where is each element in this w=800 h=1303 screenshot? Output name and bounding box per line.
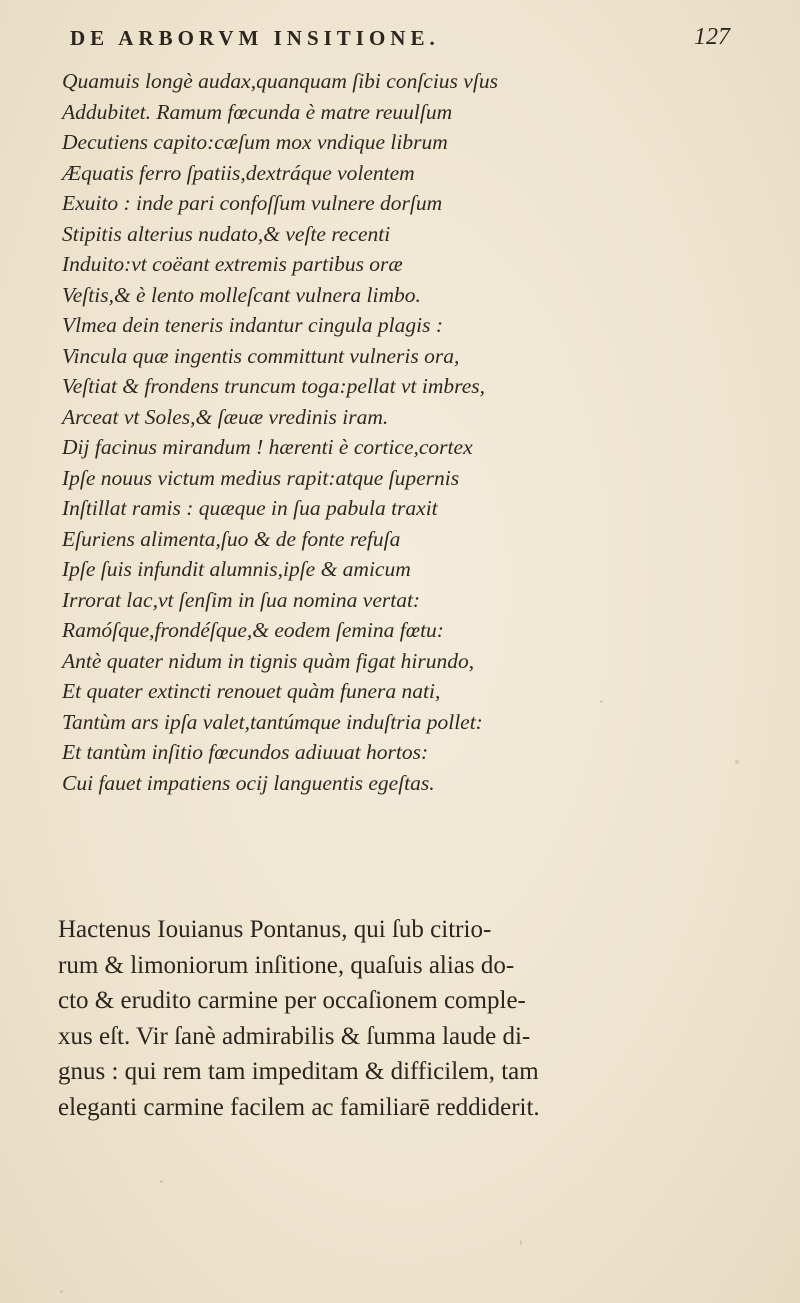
verse-line: Addubitet. Ramum fœcunda è matre reuulſum bbox=[62, 99, 453, 124]
paper-speck bbox=[520, 1240, 522, 1245]
verse-block bbox=[62, 66, 762, 798]
verse-line: Ipſe ſuis infundit alumnis,ipſe & amicum bbox=[62, 557, 411, 581]
verse-line: Inſtillat ramis : quæque in ſua pabula traxit bbox=[62, 496, 438, 520]
paper-speck bbox=[600, 700, 603, 703]
verse-line: Vlmea dein teneris indantur cingula plagis : bbox=[62, 313, 443, 337]
verse-line: Arceat vt Soles,& ſæuæ vredinis iram. bbox=[62, 404, 389, 429]
verse-line: Æquatis ferro ſpatiis,dextráque volentem bbox=[62, 160, 415, 185]
verse-line: Cui fauet impatiens ocij languentis egeſtas. bbox=[62, 770, 435, 795]
page-header bbox=[70, 22, 740, 62]
verse-line: Irrorat lac,vt ſenſim in ſua nomina vertat: bbox=[62, 587, 421, 612]
verse-line: Quamuis longè audax,quanquam ſibi conſcius vſus bbox=[62, 69, 498, 93]
verse-line: Vincula quæ ingentis committunt vulneris ora, bbox=[62, 343, 460, 368]
verse-line: Dij facinus mirandum ! hærenti è cortice,cortex bbox=[62, 435, 473, 459]
verse-line: Decutiens capito:cæſum mox vndique librum bbox=[62, 130, 448, 154]
verse-line: Induito:vt coëant extremis partibus oræ bbox=[62, 252, 403, 276]
verse-line: Veſtiat & frondens truncum toga:pellat vt imbres, bbox=[62, 374, 485, 398]
page-number: 127 bbox=[694, 24, 730, 50]
verse-line: Antè quater nidum in tignis quàm figat hirundo, bbox=[62, 648, 475, 673]
verse-line: Stipitis alterius nudato,& veſte recenti bbox=[62, 221, 391, 246]
prose-line: eleganti carmine facilem ac familiarē reddiderit. bbox=[58, 1093, 540, 1121]
verse-line: Veſtis,& è lento molleſcant vulnera limbo. bbox=[62, 282, 421, 307]
verse-line: Exuito : inde pari confoſſum vulnere dorſum bbox=[62, 191, 443, 215]
prose-paragraph bbox=[58, 912, 758, 1125]
verse-line: Et tantùm inſitio fœcundos adiuuat hortos: bbox=[62, 740, 429, 764]
paper-speck bbox=[735, 760, 739, 764]
verse-line: Ramóſque,frondéſque,& eodem ſemina fœtu: bbox=[62, 618, 444, 642]
verse-line: Tantùm ars ipſa valet,tantúmque induſtria pollet: bbox=[62, 709, 483, 734]
prose-line: Hactenus Iouianus Pontanus, qui ſub citrio- bbox=[58, 916, 492, 943]
prose-line: gnus : qui rem tam impeditam & difficilem, tam bbox=[58, 1058, 539, 1085]
running-head: DE ARBORVM INSITIONE. bbox=[70, 26, 440, 50]
paper-speck bbox=[160, 1180, 163, 1183]
prose-line: xus eſt. Vir ſanè admirabilis & ſumma laude di- bbox=[58, 1022, 531, 1050]
verse-line: Eſuriens alimenta,ſuo & de fonte refuſa bbox=[62, 526, 401, 551]
verse-line: Ipſe nouus victum medius rapit:atque ſupernis bbox=[62, 465, 460, 490]
prose-line: cto & erudito carmine per occaſionem comple- bbox=[58, 987, 526, 1014]
paper-speck bbox=[60, 1290, 63, 1293]
verse-line: Et quater extincti renouet quàm funera nati, bbox=[62, 679, 441, 703]
prose-line: rum & limoniorum inſitione, quaſuis alias do- bbox=[58, 951, 515, 979]
